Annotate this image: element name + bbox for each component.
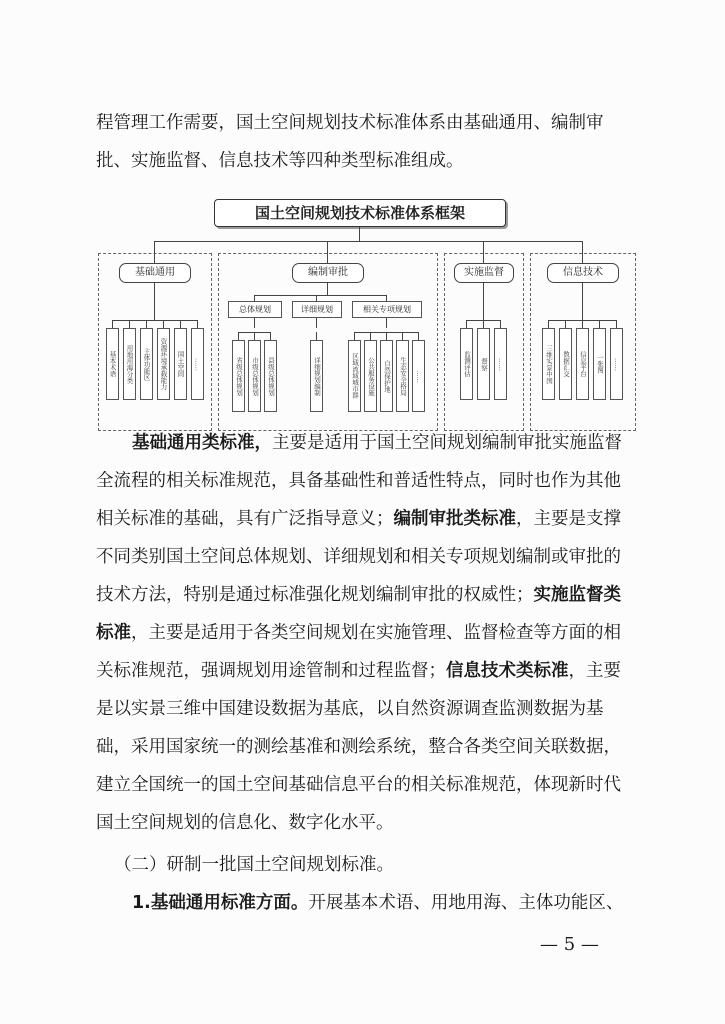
connector-line <box>359 227 360 241</box>
body-text: 主要是适用于国土空间规划编制审批实施监督 <box>272 433 622 453</box>
diagram-title: 国土空间规划技术标准体系框架 <box>214 199 506 227</box>
bold-term: 标准 <box>96 623 131 643</box>
bold-term: 编制审批类标准 <box>393 509 516 529</box>
connector-line <box>548 320 549 328</box>
standard-leaf: 县级总体规划 <box>264 340 277 412</box>
body-text: 础，采用国家统一的测绘基准和测绘系统，整合各类空间关联数据， <box>96 737 621 757</box>
standard-leaf: 用地用海分类 <box>123 328 136 400</box>
standard-leaf: 三维实景中国 <box>542 328 555 400</box>
connector-line <box>370 332 371 340</box>
subcategory-label: 总体规划 <box>228 301 282 318</box>
connector-line <box>254 332 255 340</box>
item-1-rest: 开展基本术语、用地用海、主体功能区、 <box>308 893 624 913</box>
connector-line <box>154 283 155 320</box>
connector-line <box>402 332 403 340</box>
section-heading <box>96 846 636 884</box>
body-line <box>96 804 636 842</box>
connector-line <box>316 318 317 328</box>
intro-paragraph <box>96 104 636 180</box>
body-paragraph <box>96 424 636 842</box>
connector-line <box>197 320 198 328</box>
connector-line <box>565 320 566 328</box>
connector-line <box>599 320 600 328</box>
connector-line <box>582 283 583 320</box>
connector-line <box>154 241 582 242</box>
connector-line <box>154 241 155 263</box>
category-label: 编制审批 <box>292 263 364 283</box>
connector-line <box>327 241 328 263</box>
connector-line <box>316 332 317 340</box>
page-number: — 5 — <box>540 934 599 955</box>
body-line <box>96 690 636 728</box>
standard-leaf: 自然保护地 <box>380 340 393 412</box>
standard-leaf: 省级总体规划 <box>232 340 245 412</box>
category-label: 信息技术 <box>547 263 619 283</box>
standard-leaf: 基本术语 <box>106 328 119 400</box>
connector-line <box>254 318 255 328</box>
standard-leaf: 生态安全格局 <box>396 340 409 412</box>
connector-line <box>500 320 501 328</box>
section-heading-text: （二）研制一批国土空间规划标准。 <box>114 855 394 875</box>
bold-term: 基础通用类标准， <box>132 433 272 453</box>
body-text: ，主要是适用于各类空间规划在实施管理、监督检查等方面的相 <box>131 623 621 643</box>
standard-leaf: 资源环境承载能力 <box>157 328 170 400</box>
body-line <box>96 538 636 576</box>
connector-line <box>254 295 386 296</box>
standard-leaf: 详细规划编制 <box>310 340 323 412</box>
body-text: 全流程的相关标准规范，具备基础性和普适性特点，同时也作为其他 <box>96 471 621 491</box>
connector-line <box>483 283 484 320</box>
subcategory-label: 相关专项规划 <box>352 301 422 318</box>
connector-line <box>129 320 130 328</box>
body-text: 不同类别国土空间总体规划、详细规划和相关专项规划编制或审批的 <box>96 547 621 567</box>
standard-leaf: 一张图 <box>593 328 606 400</box>
body-text: ，主要 <box>568 661 621 681</box>
standard-leaf: …… <box>191 328 204 400</box>
standard-leaf: 国土空间 <box>174 328 187 400</box>
body-line <box>96 766 636 804</box>
category-label: 实施监督 <box>454 263 514 283</box>
standard-leaf: 信息平台 <box>576 328 589 400</box>
body-line <box>96 576 636 614</box>
standard-leaf: 数据汇交 <box>559 328 572 400</box>
connector-line <box>146 320 147 328</box>
category-label: 基础通用 <box>119 263 191 283</box>
bold-term: 实施监督类 <box>533 585 621 605</box>
connector-line <box>112 320 113 328</box>
connector-line <box>163 320 164 328</box>
standard-leaf: 监测评估 <box>460 328 473 400</box>
connector-line <box>483 241 484 263</box>
item-1-paragraph <box>96 884 636 922</box>
connector-line <box>386 332 387 340</box>
body-text: 关标准规范，强调规划用途管制和过程监督； <box>96 661 446 681</box>
standard-leaf: …… <box>412 340 425 412</box>
body-text: 相关标准的基础，具有广泛指导意义； <box>96 509 394 529</box>
body-line <box>96 424 636 462</box>
connector-line <box>582 241 583 263</box>
connector-line <box>112 320 197 321</box>
body-text: 技术方法，特别是通过标准强化规划编制审批的权威性； <box>96 585 534 605</box>
bold-term: 信息技术类标准 <box>446 661 569 681</box>
item-1-line <box>96 884 636 922</box>
standard-leaf: 区域流域城市群 <box>348 340 361 412</box>
standard-leaf: …… <box>610 328 623 400</box>
connector-line <box>180 320 181 328</box>
body-line <box>96 614 636 652</box>
connector-line <box>582 320 583 328</box>
subcategory-label: 详细规划 <box>292 301 342 318</box>
item-1-bold: 1.基础通用标准方面。 <box>132 893 309 913</box>
standard-leaf: 公共服务设施 <box>364 340 377 412</box>
body-line <box>96 652 636 690</box>
connector-line <box>238 332 239 340</box>
body-text: ，主要是支撑 <box>516 509 621 529</box>
standard-leaf: 督察 <box>477 328 490 400</box>
connector-line <box>354 332 355 340</box>
standard-leaf: …… <box>494 328 507 400</box>
connector-line <box>386 318 387 328</box>
body-text: 是以实景三维中国建设数据为基底，以自然资源调查监测数据为基 <box>96 699 604 719</box>
framework-diagram <box>96 195 636 435</box>
connector-line <box>466 320 467 328</box>
connector-line <box>483 320 484 328</box>
connector-line <box>616 320 617 328</box>
body-text: 建立全国统一的国土空间基础信息平台的相关标准规范，体现新时代 <box>96 775 621 795</box>
standard-leaf: 市级总体规划 <box>248 340 261 412</box>
connector-line <box>327 283 328 295</box>
body-line <box>96 462 636 500</box>
body-text: 国土空间规划的信息化、数字化水平。 <box>96 813 394 833</box>
intro-line-2: 批、实施监督、信息技术等四种类型标准组成。 <box>96 151 464 171</box>
connector-line <box>270 332 271 340</box>
body-line <box>96 728 636 766</box>
standard-leaf: 主体功能区 <box>140 328 153 400</box>
intro-line-1: 程管理工作需要，国土空间规划技术标准体系由基础通用、编制审 <box>96 113 604 133</box>
body-line <box>96 500 636 538</box>
connector-line <box>418 332 419 340</box>
